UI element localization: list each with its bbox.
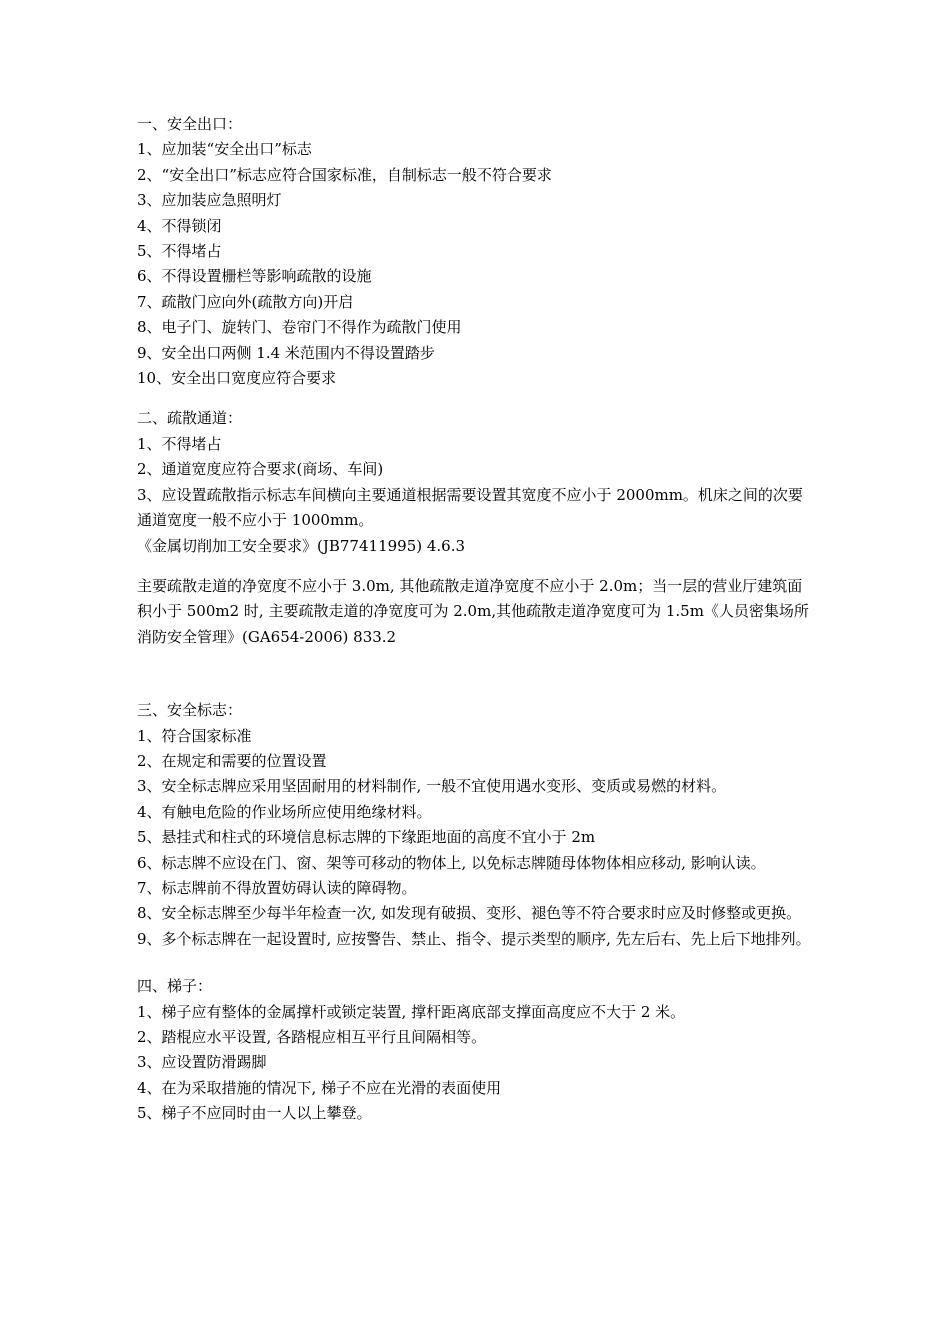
list-item: 1、符合国家标准 (137, 726, 252, 745)
section-safety-signs (137, 698, 817, 952)
list-item: 3、应设置疏散指示标志车间横向主要通道根据需要设置其宽度不应小于 2000mm。机床之间的次要通道宽度一般不应小于 1000mm。 (137, 485, 803, 530)
list-item: 4、有触电危险的作业场所应使用绝缘材料。 (137, 802, 432, 821)
list-item: 2、“安全出口”标志应符合国家标准，自制标志一般不符合要求 (137, 165, 552, 184)
section-heading: 一、安全出口： (137, 115, 243, 133)
list-item: 2、在规定和需要的位置设置 (137, 751, 327, 770)
section-spacer (137, 650, 817, 698)
list-item: 6、标志牌不应设在门、窗、架等可移动的物体上, 以免标志牌随母体物体相应移动, 影响认读。 (137, 853, 766, 872)
note-paragraph: 主要疏散走道的净宽度不应小于 3.0m, 其他疏散走道净宽度不应小于 2.0m；当一层的营业厅建筑面积小于 500m2 时, 主要疏散走道的净宽度可为 2.0m,其他疏散走道净宽度可为 1.5m《人员密集场所消防安全管理》(GA654-2006) 833.2 (137, 576, 809, 646)
section-spacer (137, 952, 817, 974)
list-item: 5、不得堵占 (137, 242, 222, 261)
list-item: 6、不得设置栅栏等影响疏散的设施 (137, 267, 372, 286)
list-item: 7、疏散门应向外(疏散方向)开启 (137, 292, 354, 311)
list-item: 1、不得堵占 (137, 434, 222, 453)
section-ladders (137, 974, 817, 1126)
list-item: 1、应加装“安全出口”标志 (137, 140, 312, 159)
list-item: 9、多个标志牌在一起设置时, 应按警告、禁止、指令、提示类型的顺序, 先左后右、先上后下地排列。 (137, 929, 811, 948)
list-item: 8、电子门、旋转门、卷帘门不得作为疏散门使用 (137, 318, 462, 337)
list-item: 2、通道宽度应符合要求(商场、车间) (137, 460, 384, 479)
document-page (137, 112, 817, 1127)
list-item: 9、安全出口两侧 1.4 米范围内不得设置踏步 (137, 343, 435, 362)
standard-reference: 《金属切削加工安全要求》(JB77411995) 4.6.3 (137, 536, 466, 555)
section-safety-exit (137, 112, 817, 391)
section-heading: 三、安全标志： (137, 701, 243, 720)
list-item: 7、标志牌前不得放置妨碍认读的障碍物。 (137, 878, 417, 897)
list-item: 8、安全标志牌至少每半年检查一次, 如发现有破损、变形、褪色等不符合要求时应及时修整或更换。 (137, 904, 802, 923)
list-item: 3、安全标志牌应采用坚固耐用的材料制作, 一般不宜使用遇水变形、变质或易燃的材料。 (137, 777, 727, 796)
list-item: 3、应设置防滑踢脚 (137, 1053, 267, 1072)
list-item: 4、不得锁闭 (137, 216, 222, 235)
list-item: 2、踏棍应水平设置, 各踏棍应相互平行且间隔相等。 (137, 1028, 487, 1046)
section-heading: 四、梯子： (137, 977, 213, 996)
list-item: 1、梯子应有整体的金属撑杆或锁定装置, 撑杆距离底部支撑面高度应不大于 2 米。 (137, 1002, 686, 1021)
paragraph-spacer (137, 559, 817, 574)
list-item: 4、在为采取措施的情况下, 梯子不应在光滑的表面使用 (137, 1078, 502, 1097)
list-item: 5、梯子不应同时由一人以上攀登。 (137, 1104, 372, 1123)
list-item: 3、应加装应急照明灯 (137, 191, 282, 210)
section-spacer (137, 391, 817, 406)
list-item: 5、悬挂式和柱式的环境信息标志牌的下缘距地面的高度不宜小于 2m (137, 828, 596, 847)
section-heading: 二、疏散通道： (137, 409, 243, 428)
list-item: 10、安全出口宽度应符合要求 (137, 369, 337, 388)
section-evacuation-passage (137, 406, 817, 650)
